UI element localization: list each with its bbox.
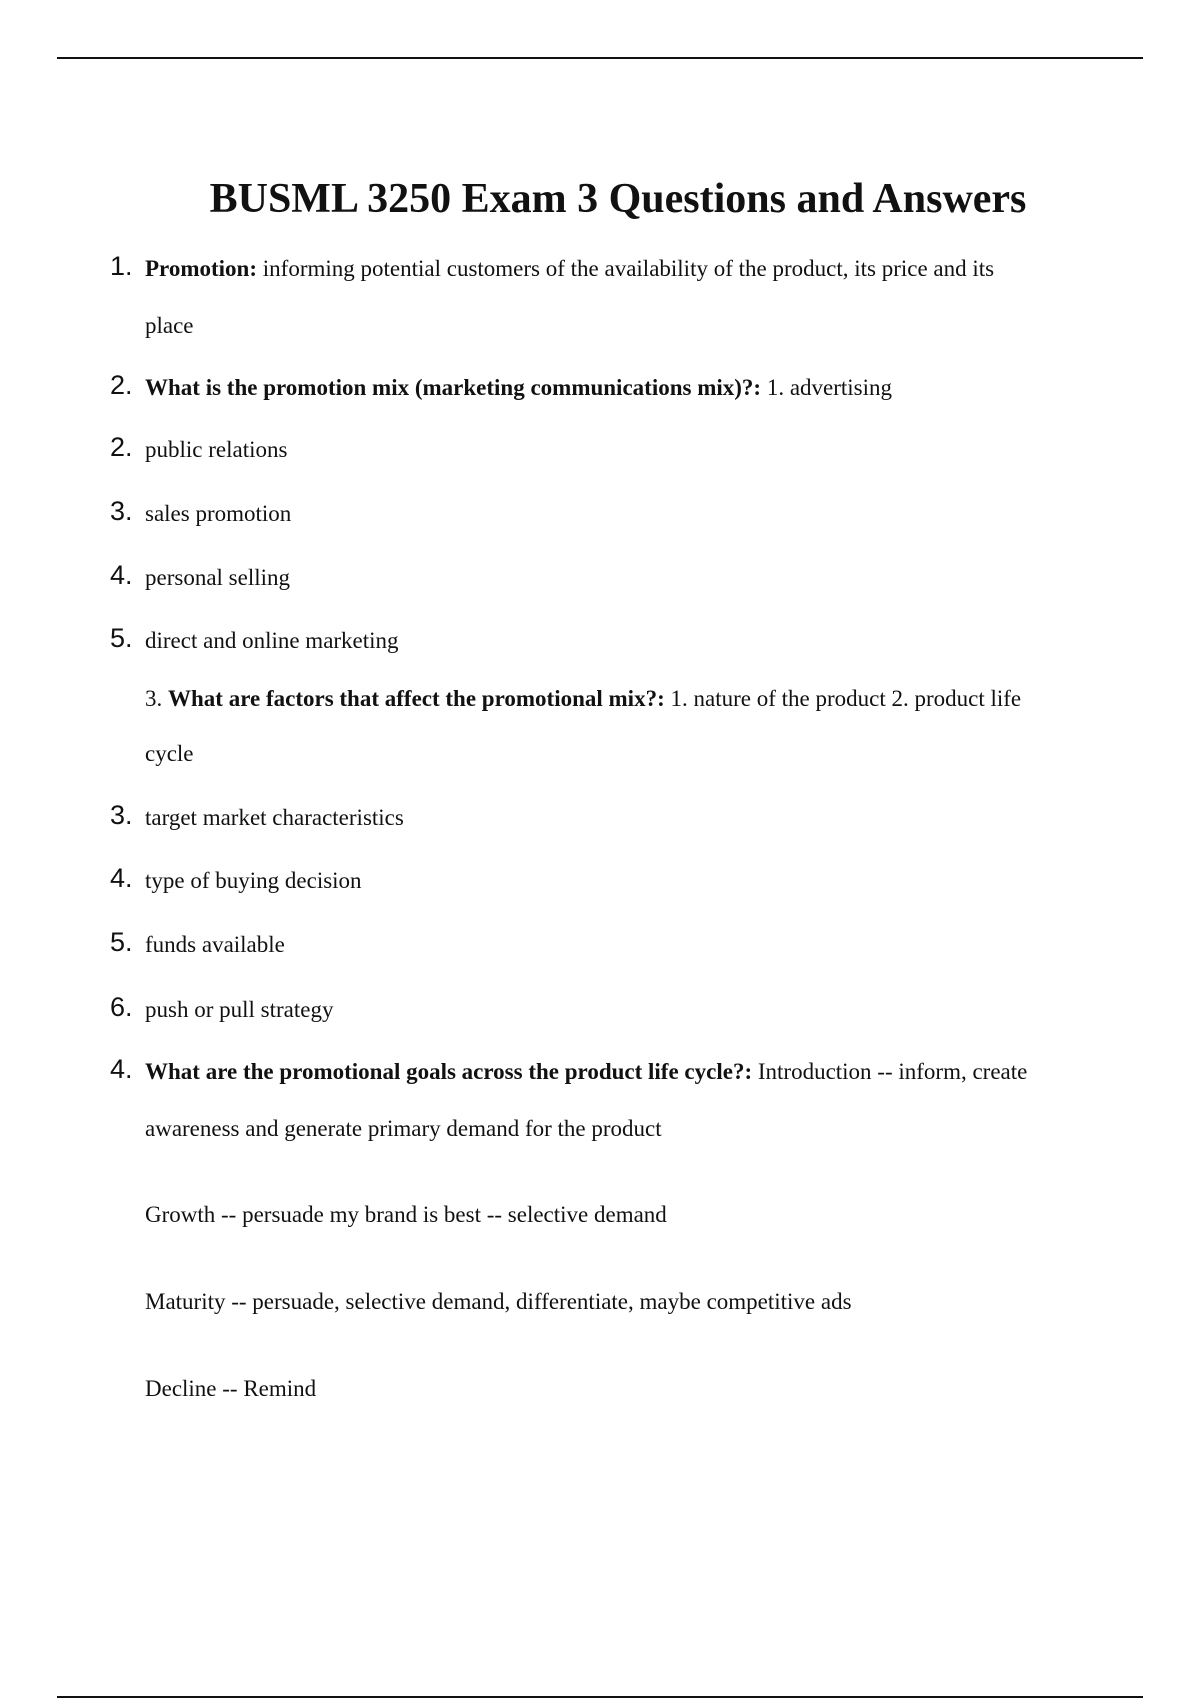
answer-text: informing potential customers of the availability of the product, its price and its <box>257 256 995 281</box>
question-text: What are the promotional goals across the product life cycle?: <box>145 1059 753 1084</box>
top-rule <box>57 57 1143 59</box>
list-item <box>145 1057 1027 1087</box>
item-number: 6. <box>110 992 133 1022</box>
stage-line: Decline -- Remind <box>145 1376 317 1401</box>
list-item: sales promotion <box>145 501 292 526</box>
list-item: personal selling <box>145 565 290 590</box>
question-text: What are factors that affect the promotional mix?: <box>168 686 665 711</box>
question-text: What is the promotion mix (marketing communications mix)?: <box>145 375 762 400</box>
question-text: Promotion: <box>145 256 258 281</box>
page-title: BUSML 3250 Exam 3 Questions and Answers <box>209 176 1027 223</box>
list-item: push or pull strategy <box>145 997 334 1022</box>
answer-text: Introduction -- inform, create <box>752 1059 1028 1084</box>
inline-item-number: 3. <box>145 686 168 711</box>
item-number: 5. <box>110 623 133 653</box>
item-number: 4. <box>110 1054 133 1084</box>
item-number: 4. <box>110 863 133 893</box>
answer-continuation: awareness and generate primary demand for the product <box>145 1116 662 1141</box>
list-item <box>145 254 994 284</box>
item-number: 3. <box>110 800 133 830</box>
list-item: direct and online marketing <box>145 628 399 653</box>
bottom-rule <box>57 1696 1143 1698</box>
answer-text: 1. advertising <box>761 375 893 400</box>
answer-continuation: cycle <box>145 741 194 766</box>
item-number: 2. <box>110 370 133 400</box>
stage-line: Growth -- persuade my brand is best -- selective demand <box>145 1202 667 1227</box>
list-item: funds available <box>145 932 285 957</box>
list-item: target market characteristics <box>145 805 404 830</box>
list-item <box>145 373 892 403</box>
item-number: 1. <box>110 251 133 281</box>
item-number: 3. <box>110 496 133 526</box>
list-item: type of buying decision <box>145 868 362 893</box>
answer-text: 1. nature of the product 2. product life <box>664 686 1022 711</box>
list-item: public relations <box>145 437 288 462</box>
stage-line: Maturity -- persuade, selective demand, differentiate, maybe competitive ads <box>145 1289 852 1314</box>
item-number: 4. <box>110 560 133 590</box>
item-number: 5. <box>110 927 133 957</box>
list-item <box>145 684 1021 714</box>
answer-continuation: place <box>145 313 194 338</box>
item-number: 2. <box>110 432 133 462</box>
